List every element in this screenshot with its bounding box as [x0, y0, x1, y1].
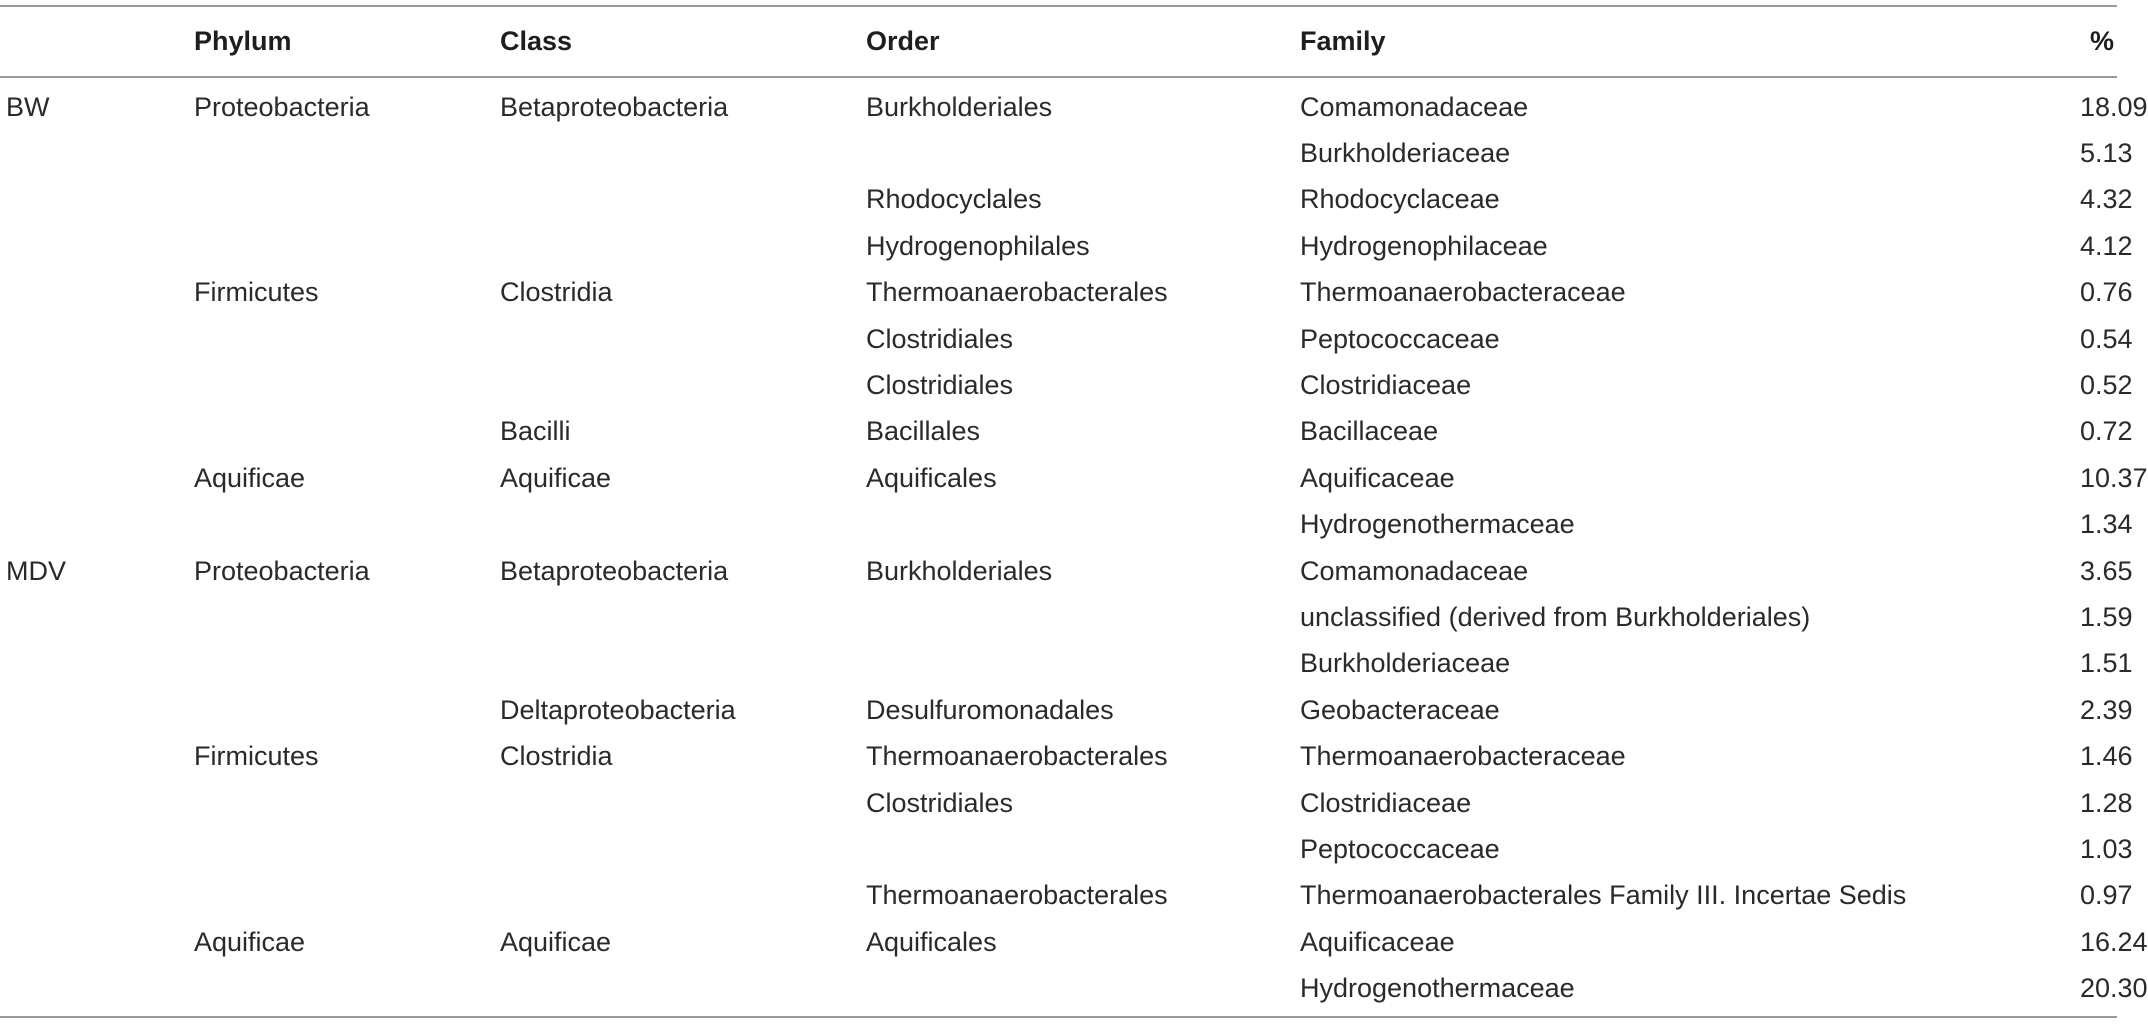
cell-order: Burkholderiales — [866, 91, 1053, 122]
header-phylum: Phylum — [194, 26, 292, 56]
cell-class: Clostridia — [500, 277, 613, 308]
header-site — [0, 6, 194, 77]
cell-order — [866, 965, 1300, 1016]
cell-phylum: Aquificae — [194, 462, 306, 493]
cell-percent: 20.30 — [2080, 973, 2148, 1004]
table-row — [0, 177, 2117, 223]
cell-site — [0, 270, 194, 316]
cell-class — [500, 641, 866, 687]
cell-order: Desulfuromonadales — [866, 694, 1114, 725]
cell-class — [500, 873, 866, 919]
cell-order: Bacillales — [866, 416, 981, 447]
cell-site — [0, 362, 194, 408]
cell-family: Aquificaceae — [1300, 926, 1455, 957]
table-row — [0, 780, 2117, 826]
cell-family: Comamonadaceae — [1300, 91, 1529, 122]
cell-phylum: Firmicutes — [194, 741, 319, 772]
cell-percent: 0.54 — [2080, 323, 2133, 354]
header-order: Order — [866, 26, 940, 56]
cell-class — [500, 362, 866, 408]
cell-class — [500, 130, 866, 176]
table-row — [0, 270, 2117, 316]
table-row — [0, 455, 2117, 501]
cell-phylum — [194, 965, 500, 1016]
cell-family: Thermoanaerobacteraceae — [1300, 741, 1626, 772]
cell-order: Clostridiales — [866, 787, 1014, 818]
cell-site — [0, 641, 194, 687]
cell-family: Aquificaceae — [1300, 462, 1455, 493]
cell-class — [500, 316, 866, 362]
cell-percent: 3.65 — [2080, 555, 2133, 586]
cell-percent: 1.59 — [2080, 601, 2133, 632]
cell-percent: 16.24 — [2080, 926, 2148, 957]
cell-phylum — [194, 130, 500, 176]
cell-family: Burkholderiaceae — [1300, 648, 1511, 679]
cell-family: Hydrogenothermaceae — [1300, 973, 1575, 1004]
cell-phylum — [194, 177, 500, 223]
cell-site: MDV — [6, 555, 66, 586]
table-row — [0, 965, 2117, 1016]
header-percent: % — [2089, 26, 2114, 56]
cell-order: Clostridiales — [866, 370, 1014, 401]
cell-class — [500, 502, 866, 548]
cell-class — [500, 780, 866, 826]
cell-site — [0, 919, 194, 965]
cell-percent: 0.76 — [2080, 277, 2133, 308]
cell-site — [0, 223, 194, 269]
cell-class: Aquificae — [500, 462, 612, 493]
cell-class: Betaproteobacteria — [500, 91, 729, 122]
table-row — [0, 409, 2117, 455]
cell-site — [0, 826, 194, 872]
cell-percent: 0.97 — [2080, 880, 2133, 911]
cell-family: Thermoanaerobacteraceae — [1300, 277, 1626, 308]
cell-phylum — [194, 223, 500, 269]
cell-family: Rhodocyclaceae — [1300, 184, 1500, 215]
cell-site — [0, 873, 194, 919]
cell-order: Burkholderiales — [866, 555, 1053, 586]
table-row — [0, 316, 2117, 362]
cell-class: Betaproteobacteria — [500, 555, 729, 586]
cell-percent: 2.39 — [2080, 694, 2133, 725]
cell-percent: 1.28 — [2080, 787, 2133, 818]
header-class: Class — [500, 26, 573, 56]
cell-site — [0, 733, 194, 779]
cell-order: Thermoanaerobacterales — [866, 880, 1168, 911]
cell-class — [500, 223, 866, 269]
cell-site — [0, 409, 194, 455]
table-header — [0, 6, 2117, 77]
cell-phylum: Aquificae — [194, 926, 306, 957]
table-row — [0, 594, 2117, 640]
cell-family: Peptococcaceae — [1300, 833, 1500, 864]
cell-percent: 4.12 — [2080, 230, 2133, 261]
cell-phylum: Proteobacteria — [194, 91, 370, 122]
cell-phylum — [194, 316, 500, 362]
cell-site — [0, 130, 194, 176]
table-row — [0, 130, 2117, 176]
cell-family: Bacillaceae — [1300, 416, 1439, 447]
cell-family: Hydrogenothermaceae — [1300, 509, 1575, 540]
cell-phylum: Proteobacteria — [194, 555, 370, 586]
cell-family: Geobacteraceae — [1300, 694, 1500, 725]
cell-family: Burkholderiaceae — [1300, 138, 1511, 169]
cell-class: Deltaproteobacteria — [500, 694, 736, 725]
cell-site — [0, 594, 194, 640]
table-row — [0, 733, 2117, 779]
table-row — [0, 687, 2117, 733]
cell-percent: 10.37 — [2080, 462, 2148, 493]
cell-percent: 0.72 — [2080, 416, 2133, 447]
cell-order: Thermoanaerobacterales — [866, 741, 1168, 772]
cell-site — [0, 177, 194, 223]
cell-percent: 5.13 — [2080, 138, 2133, 169]
cell-order: Aquificales — [866, 462, 997, 493]
table-row — [0, 362, 2117, 408]
cell-order — [866, 502, 1300, 548]
table-row — [0, 77, 2117, 130]
cell-phylum — [194, 362, 500, 408]
taxonomy-table — [0, 5, 2148, 1018]
cell-site — [0, 965, 194, 1016]
table-row — [0, 223, 2117, 269]
table-row — [0, 502, 2117, 548]
table-row — [0, 826, 2117, 872]
cell-phylum — [194, 409, 500, 455]
table-row — [0, 873, 2117, 919]
cell-phylum: Firmicutes — [194, 277, 319, 308]
cell-site — [0, 316, 194, 362]
table-body — [0, 77, 2148, 1017]
cell-percent: 1.03 — [2080, 833, 2133, 864]
cell-site: BW — [6, 91, 50, 122]
taxonomy-table-container — [0, 5, 2148, 1018]
cell-family: Peptococcaceae — [1300, 323, 1500, 354]
cell-order — [866, 594, 1300, 640]
cell-order: Rhodocyclales — [866, 184, 1042, 215]
cell-percent: 18.09 — [2080, 91, 2148, 122]
cell-site — [0, 687, 194, 733]
cell-class — [500, 594, 866, 640]
cell-phylum — [194, 780, 500, 826]
cell-phylum — [194, 502, 500, 548]
cell-class — [500, 177, 866, 223]
cell-percent: 0.52 — [2080, 370, 2133, 401]
cell-class — [500, 965, 866, 1016]
cell-order: Thermoanaerobacterales — [866, 277, 1168, 308]
cell-site — [0, 780, 194, 826]
cell-site — [0, 455, 194, 501]
cell-class: Clostridia — [500, 741, 613, 772]
cell-class: Bacilli — [500, 416, 571, 447]
cell-order: Hydrogenophilales — [866, 230, 1090, 261]
cell-percent: 1.46 — [2080, 741, 2133, 772]
cell-phylum — [194, 826, 500, 872]
cell-family: Thermoanaerobacterales Family III. Incertae Sedis — [1300, 880, 1907, 911]
table-row — [0, 641, 2117, 687]
cell-order — [866, 130, 1300, 176]
cell-family: unclassified (derived from Burkholderiales) — [1300, 601, 1811, 632]
cell-class: Aquificae — [500, 926, 612, 957]
cell-percent: 1.34 — [2080, 509, 2133, 540]
cell-family: Clostridiaceae — [1300, 787, 1472, 818]
cell-family: Hydrogenophilaceae — [1300, 230, 1548, 261]
cell-phylum — [194, 641, 500, 687]
table-row — [0, 919, 2117, 965]
cell-order — [866, 641, 1300, 687]
cell-family: Comamonadaceae — [1300, 555, 1529, 586]
cell-class — [500, 826, 866, 872]
table-row — [0, 548, 2117, 594]
cell-site — [0, 502, 194, 548]
cell-phylum — [194, 873, 500, 919]
cell-phylum — [194, 594, 500, 640]
cell-phylum — [194, 687, 500, 733]
cell-order: Clostridiales — [866, 323, 1014, 354]
header-family: Family — [1300, 26, 1386, 56]
cell-order — [866, 826, 1300, 872]
cell-family: Clostridiaceae — [1300, 370, 1472, 401]
cell-order: Aquificales — [866, 926, 997, 957]
header-row — [0, 6, 2117, 77]
cell-percent: 4.32 — [2080, 184, 2133, 215]
cell-percent: 1.51 — [2080, 648, 2133, 679]
